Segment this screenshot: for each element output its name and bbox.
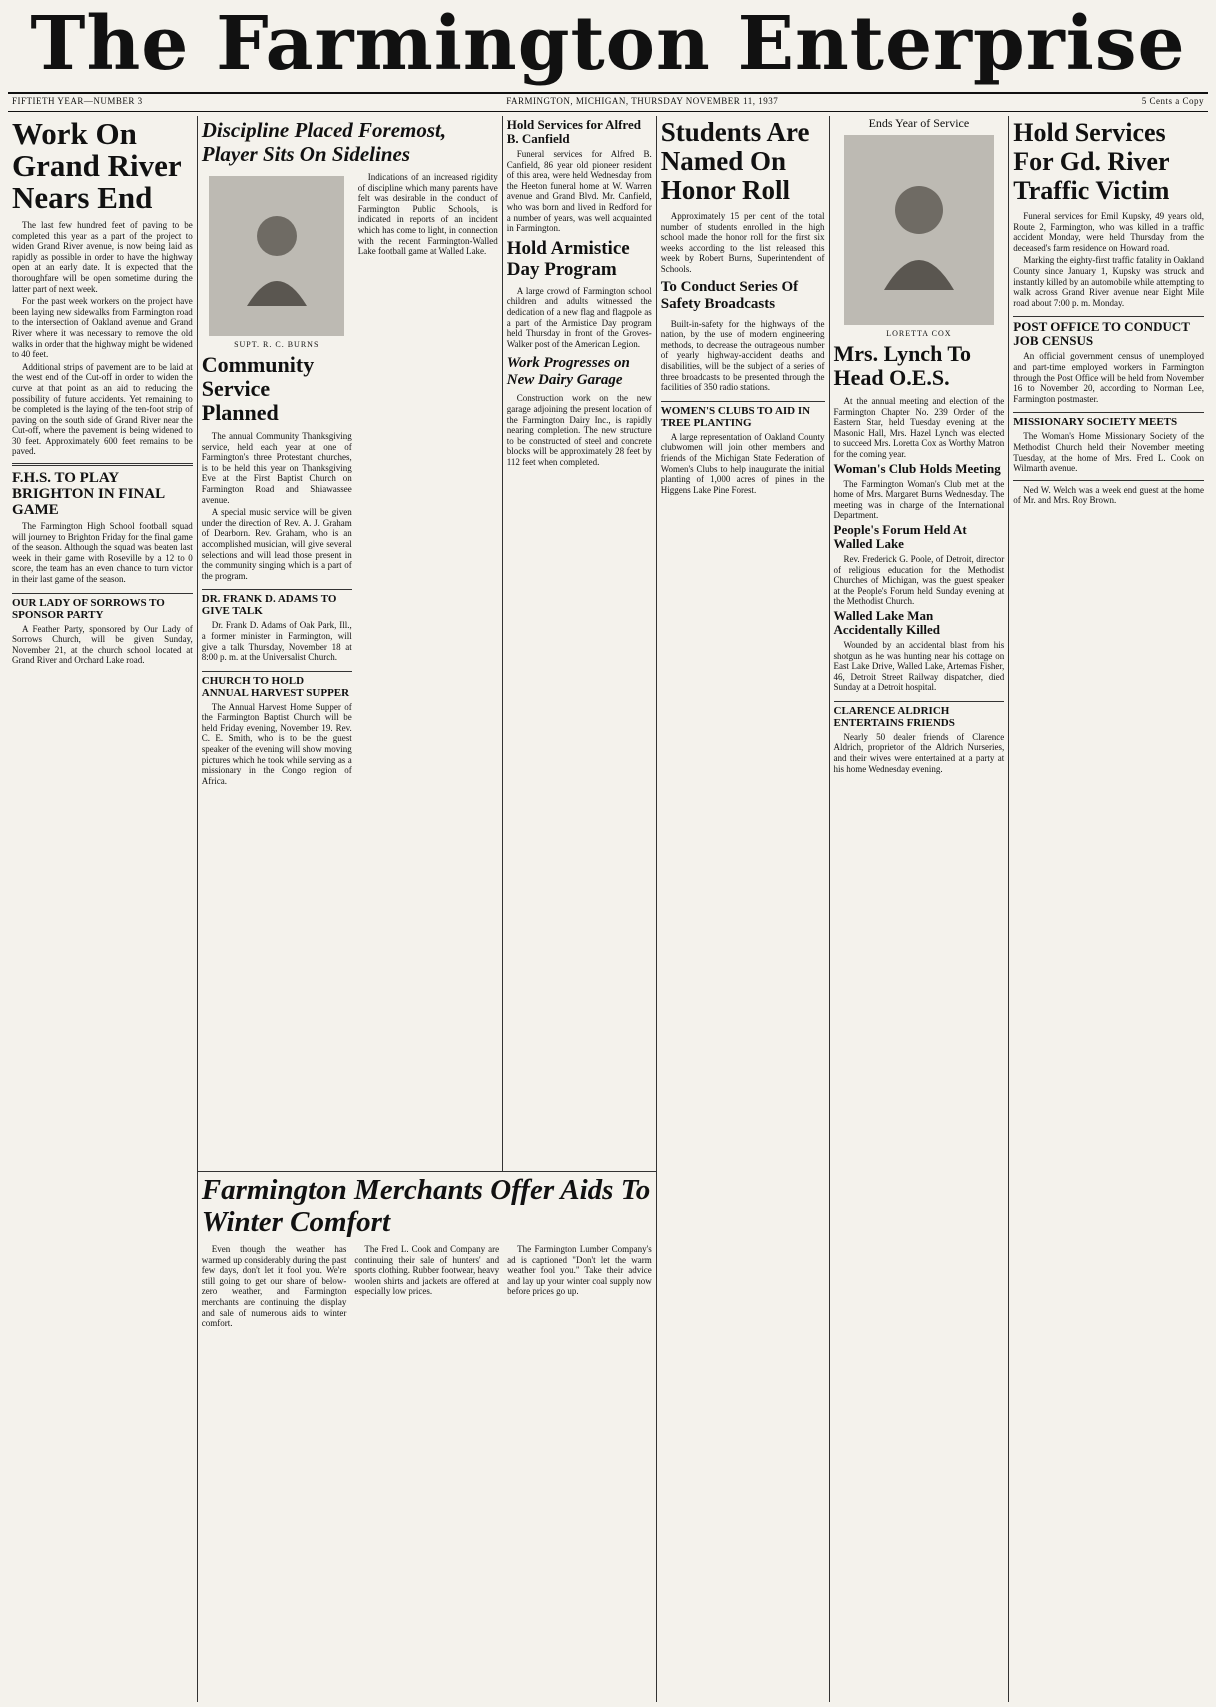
dateline-right: 5 Cents a Copy [1141, 96, 1204, 106]
article-text: Additional strips of pavement are to be laid at the west end of the Cut-off in order to widen the curve at that point as an aid to reducing the possibility of future accidents. Yet remaining to be completed is the laying of the ten-foot strip of paving on the south side of Grand River near the Cut-off, where the pavement is being widened to 30 feet. Approximately 600 feet remains to be paved. [12, 361, 193, 457]
headline-walled-lake-man: Walled Lake Man Accidentally Killed [833, 607, 941, 637]
headline-aldrich: CLARENCE ALDRICH ENTERTAINS FRIENDS [834, 701, 1005, 729]
headline-discipline: Discipline Placed Foremost, Player Sits On Sidelines [201, 118, 447, 166]
portrait-photo-loretta [844, 135, 994, 325]
headline-harvest-supper: CHURCH TO HOLD ANNUAL HARVEST SUPPER [202, 671, 352, 699]
article-text: Nearly 50 dealer friends of Clarence Aldrich, proprietor of the Aldrich Nurseries, and their wives were entertained at a party at his home Wednesday evening. [833, 731, 1005, 774]
headline-honor-roll: Students Are Named On Honor Roll [660, 117, 810, 205]
article-text: Even though the weather has warmed up considerably during the past few days, don't let it fool you. We're still going to get our share of below-zero weather, and Farmington merchants are continuing the display and sale of numerous aids to winter comfort. [201, 1244, 347, 1329]
portrait-photo [209, 176, 344, 336]
column-2 [198, 116, 503, 1171]
headline-dr-adams: DR. FRANK D. ADAMS TO GIVE TALK [202, 589, 352, 617]
columns [8, 116, 1208, 1702]
column-6 [1009, 116, 1208, 1702]
column-4 [657, 116, 830, 1702]
article-text: The Fred L. Cook and Company are continuing their sale of hunters' and sports clothing. Rubber footwear, heavy woolen shirts and jackets are offered at especially low prices. [354, 1244, 500, 1297]
article-text: A Feather Party, sponsored by Our Lady of Sorrows Church, will be given Sunday, November 21, at the church school located at Grand River and Orchard Lake road. [12, 623, 193, 666]
headline-missionary: MISSIONARY SOCIETY MEETS [1013, 412, 1204, 428]
headline-merchants: Farmington Merchants Offer Aids To Winter Comfort [201, 1174, 651, 1238]
article-text: Construction work on the new garage adjoining the present location of the Farmington Dairy Inc., is rapidly nearing completion. The new structure to be constructed of steel and concrete blocks will be approximately 28 feet by 112 feet when completed. [506, 393, 652, 467]
headline-peoples-forum: People's Forum Held At Walled Lake [833, 521, 967, 551]
headline-job-census: POST OFFICE TO CONDUCT JOB CENSUS [1013, 316, 1204, 348]
article-text: Wounded by an accidental blast from his shotgun as he was hunting near his cottage on East Lake Drive, Walled Lake, Artemas Fisher, 46, Detroit Street Railway dispatcher, died Sunday at a Detroit hospital. [833, 639, 1005, 693]
article-text: The Farmington Woman's Club met at the home of Mrs. Margaret Burns Wednesday. The meeting was in charge of the International Department. [833, 478, 1005, 521]
article-text: For the past week workers on the project have been laying new sidewalks from Farmington road to the intersection of Oakland avenue and Grand River where it was necessary to remove the old walks in order that the highway might be widened to 40 feet. [12, 296, 193, 360]
article-text: A large crowd of Farmington school children and adults witnessed the dedication of a new flag and flagpole as a part of the Armistice Day program held Thursday in front of the Groves-Walker post of the American Legion. [506, 285, 652, 349]
dateline-center: FARMINGTON, MICHIGAN, THURSDAY NOVEMBER 11, 1937 [506, 96, 779, 106]
column-3 [503, 116, 656, 1171]
article-text: At the annual meeting and election of the Farmington Chapter No. 239 Order of the Eastern Star, held Tuesday evening at the Masonic Hall, Mrs. Hazel Lynch was elected to succeed Mrs. Loretta Cox as Worthy Matron for the coming year. [833, 396, 1005, 459]
photo-caption: SUPT. R. C. BURNS [234, 340, 320, 349]
article-text: Funeral services for Alfred B. Canfield, 86 year old pioneer resident of this area, were held Wednesday from the Heeton funeral home at W. Warren avenue and Grand Blvd. Mr. Canfield, who was born and lived in Redford for a number of years, was well acquainted in Farmington. [506, 149, 652, 234]
headline-tree-planting: WOMEN'S CLUBS TO AID IN TREE PLANTING [661, 401, 825, 429]
article-text: The Woman's Home Missionary Society of the Methodist Church held their November meeting Tuesday, at the home of Mrs. Fred L. Cook on Wilmarth avenue. [1013, 431, 1205, 474]
kicker-ends-year: Ends Year of Service [868, 116, 970, 130]
article-text: The Farmington High School football squad will journey to Brighton Friday for the final game of the season. Although the squad was beaten last week in their game with Roseville by a 12 to 0 score, the team has an even chance to turn victor in their last game of the season. [12, 521, 193, 585]
dateline [8, 92, 1208, 112]
article-text: The Farmington Lumber Company's ad is captioned "Don't let the warm weather fool you." Take their advice and lay up your winter coal supply now before prices go up. [507, 1244, 652, 1297]
headline-fhs-brighton: F.H.S. TO PLAY BRIGHTON IN FINAL GAME [12, 470, 165, 519]
column-1 [8, 116, 198, 1702]
portrait-silhouette [242, 206, 312, 306]
headline-canfield: Hold Services for Alfred B. Canfield [506, 117, 641, 146]
article-text: The annual Community Thanksgiving service, held each year at one of Farmington's three Protestant churches, is to be held this year on Thanksgiving Eve at the First Baptist Church on Farmington Road and Shiawassee avenue. [201, 431, 352, 505]
article-text: Approximately 15 per cent of the total number of students enrolled in the high school made the honor roll for the first six weeks according to the list released this week by Robert Burns, Superintendent of Schools. [660, 211, 825, 274]
headline-mrs-lynch: Mrs. Lynch To Head O.E.S. [833, 341, 972, 390]
article-text: A large representation of Oakland County clubwomen will join other members and friends of the Michigan State Federation of Women's Clubs to help inaugurate the initial planting of 1,000 acres of pines in the Higgens Lake Pine Forest. [660, 431, 825, 495]
article-text: The last few hundred feet of paving to be completed this year as a part of the project to widen Grand River avenue, is now being laid as rapidly as possible in order to have the highway open at an early date. It is expected that the thoroughfare will be open sometime during the latter part of next week. [12, 220, 193, 294]
article-text: The Annual Harvest Home Supper of the Farmington Baptist Church will be held Friday evening, November 19. Rev. C. E. Smith, who is to be the guest speaker of the evening will show moving pictures which he took while serving as a missionary in the Congo region of Africa. [201, 701, 352, 786]
article-text: Funeral services for Emil Kupsky, 49 years old, Route 2, Farmington, who was killed in a traffic accident Monday, were held Thursday from the deceased's farm residence on Howard road. [1013, 211, 1205, 253]
article-text: Indications of an increased rigidity of discipline which many parents have felt was desirable in the conduct of Farmington Public Schools, is indicated in reports of an incident which has come to light, in connection with the recent Farmington-Walled Lake football game at Walled Lake. [357, 172, 498, 257]
masthead-title: The Farmington Enterprise [30, 1, 1186, 87]
columns-2-3 [198, 116, 657, 1702]
headline-traffic-victim: Hold Services For Gd. River Traffic Victim [1013, 118, 1170, 205]
article-text: An official government census of unemployed and part-time employed workers in Farmington through the Post Office will be held from November 16 to November 20, according to Norman Lee, Farmington postmaster. [1013, 351, 1205, 404]
article-text: Marking the eighty-first traffic fatality in Oakland County since January 1, Kupsky was struck and instantly killed by an automobile while attempting to walk across Grand River avenue near Eight Mile road about 7:00 p. m. Monday. [1013, 255, 1205, 308]
article-text: A special music service will be given under the direction of Rev. A. J. Graham of Dearborn. Rev. Graham, who is an accomplished musician, will give several selections and will lead those present in the community singing which is a part of the program. [201, 507, 352, 581]
headline-dairy-garage: Work Progresses on New Dairy Garage [506, 355, 630, 389]
headline-armistice: Hold Armistice Day Program [506, 237, 630, 280]
headline-safety-broadcasts: To Conduct Series Of Safety Broadcasts [660, 278, 799, 312]
headline-our-lady: OUR LADY OF SORROWS TO SPONSOR PARTY [12, 593, 193, 621]
headline-community-service: Community Service Planned [201, 352, 315, 425]
column-5 [830, 116, 1010, 1702]
portrait-silhouette [879, 170, 959, 290]
article-text: Built-in-safety for the highways of the nation, by the use of modern engineering methods, to decrease the outrageous number of yearly highway-accident deaths and disabilities, will be the subject of a series of three broadcasts to be presented through the facilities of 350 radio stations. [660, 318, 825, 393]
article-text: Dr. Frank D. Adams of Oak Park, Ill., a former minister in Farmington, will give a talk Thursday, November 18 at 8:00 p. m. at the Universalist Church. [201, 620, 352, 663]
dateline-left: FIFTIETH YEAR—NUMBER 3 [12, 96, 143, 106]
article-text: Ned W. Welch was a week end guest at the home of Mr. and Mrs. Roy Brown. [1013, 484, 1205, 506]
article-text: Rev. Frederick G. Poole, of Detroit, director of religious education for the Methodist Churches of Michigan, was the guest speaker at the People's Forum held Sunday evening at the Methodist Church. [833, 553, 1005, 607]
photo-caption: LORETTA COX [886, 329, 952, 338]
headline-womans-club: Woman's Club Holds Meeting [833, 460, 1001, 476]
headline-grand-river: Work On Grand River Nears End [12, 116, 182, 215]
spanner-article [198, 1171, 656, 1331]
